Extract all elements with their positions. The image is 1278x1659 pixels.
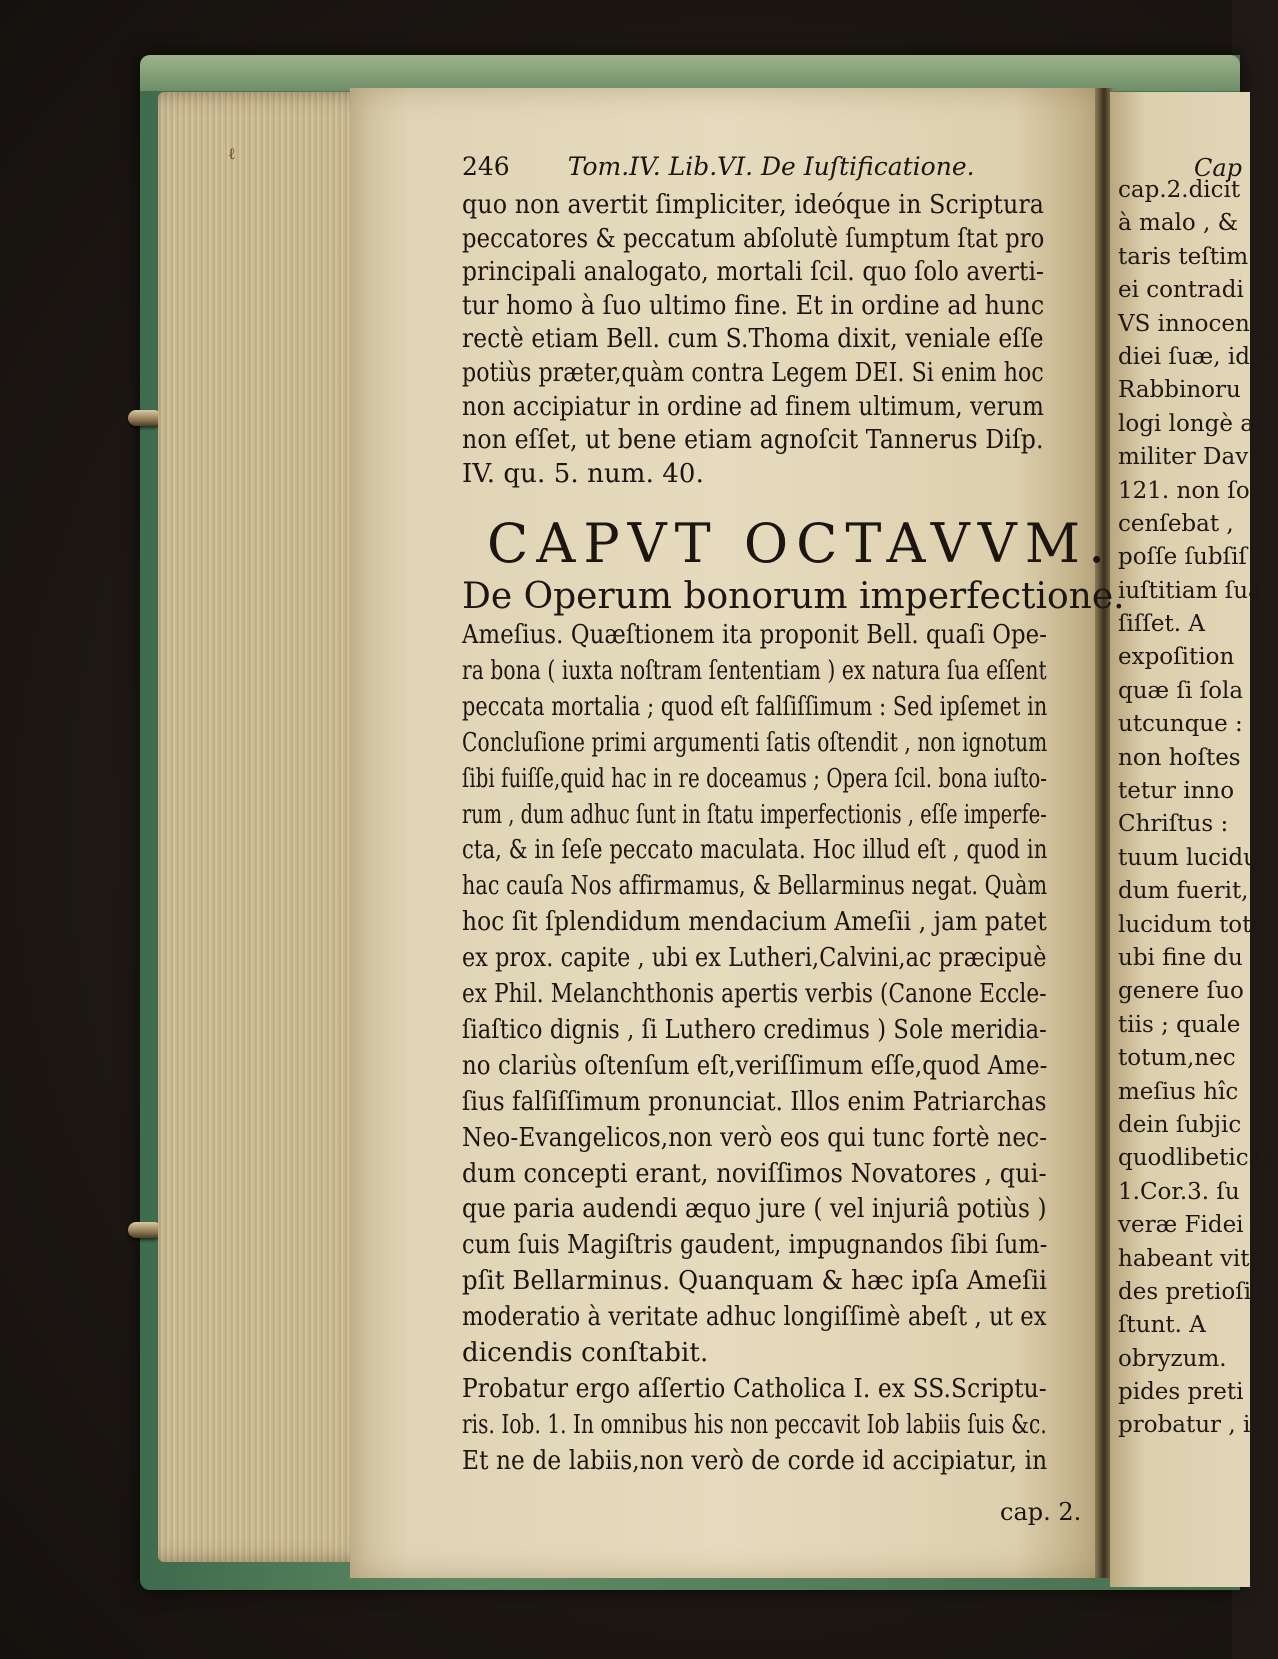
clasp-top [128,410,162,426]
facing-text-line: des pretioſi [1118,1278,1252,1305]
text-line: Concluſione primi argumenti ſatis oſtendit , non ignotum [462,727,1048,758]
facing-text-line: ei contradi [1118,277,1244,304]
text-line: hoc ſit ſplendidum mendacium Ameſii , jam patet [462,907,1047,938]
text-line: ris. Iob. 1. In omnibus his non peccavit Iob labiis ſuis &c. [462,1409,1047,1440]
facing-text-line: cap.2.dicit [1118,177,1241,203]
text-line: rectè etiam Bell. cum S.Thoma dixit, veniale eſſe [462,324,1044,355]
facing-text-line: Chriſtus : [1118,811,1229,838]
facing-text-line: quodlibeticas [1118,1145,1275,1172]
facing-text-line: 121. non ſo [1118,477,1250,504]
text-line: peccata mortalia ; quod eſt falſiſſimum : Sed ipſemet in [462,691,1048,722]
facing-text-line: VS innocen [1118,310,1250,337]
text-line: principali analogato, mortali ſcil. quo ſolo averti- [462,257,1045,288]
text-line: pſit Bellarminus. Quanquam & hæc ipſa Ameſii [462,1266,1048,1297]
facing-text-line: logi longè a [1118,410,1254,437]
text-line: quo non avertit ſimpliciter, ideóque in Scriptura [462,190,1045,220]
page-number: 246 [462,152,510,181]
facing-page [1110,92,1275,1587]
facing-text-line: meſius hîc [1118,1078,1239,1105]
facing-text-line: dum fuerit, [1118,878,1249,905]
facing-text-line: habeant vit [1118,1245,1250,1272]
text-line: Neo-Evangelicos,non verò eos qui tunc fortè nec- [462,1122,1048,1153]
facing-text-line: lucidum totu [1118,911,1267,938]
text-line: que paria audendi æquo jure ( vel injuriâ potiùs ) [462,1194,1047,1225]
text-line: peccatores & peccatum abſolutè ſumptum ſtat pro [462,223,1045,254]
text-line: ſiaſtico dignis , ſi Luthero credimus ) Sole meridia- [462,1014,1047,1045]
running-head-title: Tom.IV. Lib.VI. De Iuſtificatione. [567,152,975,181]
edge-mark: ℓ [228,144,236,163]
facing-text-line: tetur inno [1118,778,1235,805]
cover-top-edge [140,55,1240,91]
facing-text-line: taris teſtim [1118,243,1249,270]
text-line: no clariùs oſtenſum eſt,veriſſimum eſſe,quod Ame- [462,1050,1048,1081]
text-line: tur homo à ſuo ultimo fine. Et in ordine ad hunc [462,290,1045,321]
text-line: ra bona ( iuxta noſtram ſententiam ) ex natura ſua eſſent [462,655,1047,686]
facing-text-line: ſiſſet. A [1118,611,1205,638]
facing-text-line: iuſtitiam ſua [1118,577,1262,604]
page-block-edge [158,92,373,1562]
text-line: ſius falſiſſimum pronunciat. Illos enim Patriarchas [462,1086,1047,1117]
text-line: non eſſet, ut bene etiam agnoſcit Tannerus Diſp. [462,425,1044,456]
facing-text-line: dein ſubjic [1118,1111,1242,1138]
text-line: ex prox. capite , ubi ex Lutheri,Calvini,ac præcipuè [462,943,1047,974]
chapter-title: CAPVT OCTAVVM. [487,512,1114,575]
text-line: potiùs præter,quàm contra Legem DEI. Si enim hoc [462,358,1044,388]
facing-text-line: cenſebat , [1118,510,1234,537]
facing-text-line: ſtunt. A [1118,1312,1206,1339]
facing-text-line: probatur , i [1118,1412,1251,1439]
facing-text-line: quæ ſi ſola [1118,677,1244,704]
facing-text-line: obryzum. [1118,1345,1227,1372]
text-line: ex Phil. Melanchthonis apertis verbis (Canone Eccle- [462,979,1047,1009]
facing-text-line: Rabbinoru [1118,377,1241,404]
text-line: IV. qu. 5. num. 40. [462,458,704,489]
catchword: cap. 2. [1000,1498,1082,1526]
facing-text-line: ubi fine du [1118,944,1243,971]
text-line: cta, & in ſeſe peccato maculata. Hoc illud eſt , quod in [462,835,1048,866]
facing-text-line: pides preti [1118,1379,1244,1406]
running-head [462,152,1022,181]
text-line: rum , dum adhuc ſunt in ſtatu imperfectionis , eſſe imperfe- [462,799,1047,830]
facing-text-line: tuum lucidu [1118,844,1258,871]
clasp-bottom [128,1222,162,1238]
text-line: ſibi fuiſſe,quid hac in re doceamus ; Opera ſcil. bona iuſto- [462,763,1047,794]
text-line: Et ne de labiis,non verò de corde id accipiatur, in [462,1445,1048,1476]
facing-text-line: tiis ; quale [1118,1011,1241,1038]
facing-text-line: genere ſuo [1118,978,1244,1005]
facing-page-text [1118,174,1278,1443]
text-line: Probatur ergo aſſertio Catholica I. ex SS.Scriptu- [462,1373,1047,1404]
text-line: hac cauſa Nos affirmamus, & Bellarminus negat. Quàm [462,871,1048,902]
facing-text-line: diei ſuæ, id e [1118,343,1271,370]
chapter-subtitle: De Operum bonorum imperfectione. [462,576,1125,617]
facing-text-line: 1.Cor.3. ſu [1118,1178,1240,1205]
facing-text-line: à malo , & [1118,210,1239,237]
text-line: moderatio à veritate adhuc longiſſimè abeſt , ut ex [462,1302,1047,1333]
text-line: dicendis conſtabit. [462,1338,709,1368]
text-line: non accipiatur in ordine ad finem ultimum, verum [462,391,1044,422]
facing-text-line: expoſition [1118,644,1235,671]
facing-text-line: militer Dav [1118,444,1249,471]
facing-text-line: non hoſtes [1118,744,1241,771]
facing-text-line: veræ Fidei a [1118,1212,1265,1239]
text-line: cum ſuis Magiſtris gaudent, impugnandos ſibi ſum- [462,1230,1048,1261]
text-line: Ameſius. Quæſtionem ita proponit Bell. quaſi Ope- [462,620,1048,650]
facing-text-line: poſſe ſubſiſ [1118,544,1247,571]
facing-running-head: Cap [1194,154,1243,182]
facing-text-line: totum,nec [1118,1045,1236,1072]
facing-text-line: utcunque : [1118,711,1243,738]
text-line: dum concepti erant, noviſſimos Novatores , qui- [462,1158,1047,1189]
